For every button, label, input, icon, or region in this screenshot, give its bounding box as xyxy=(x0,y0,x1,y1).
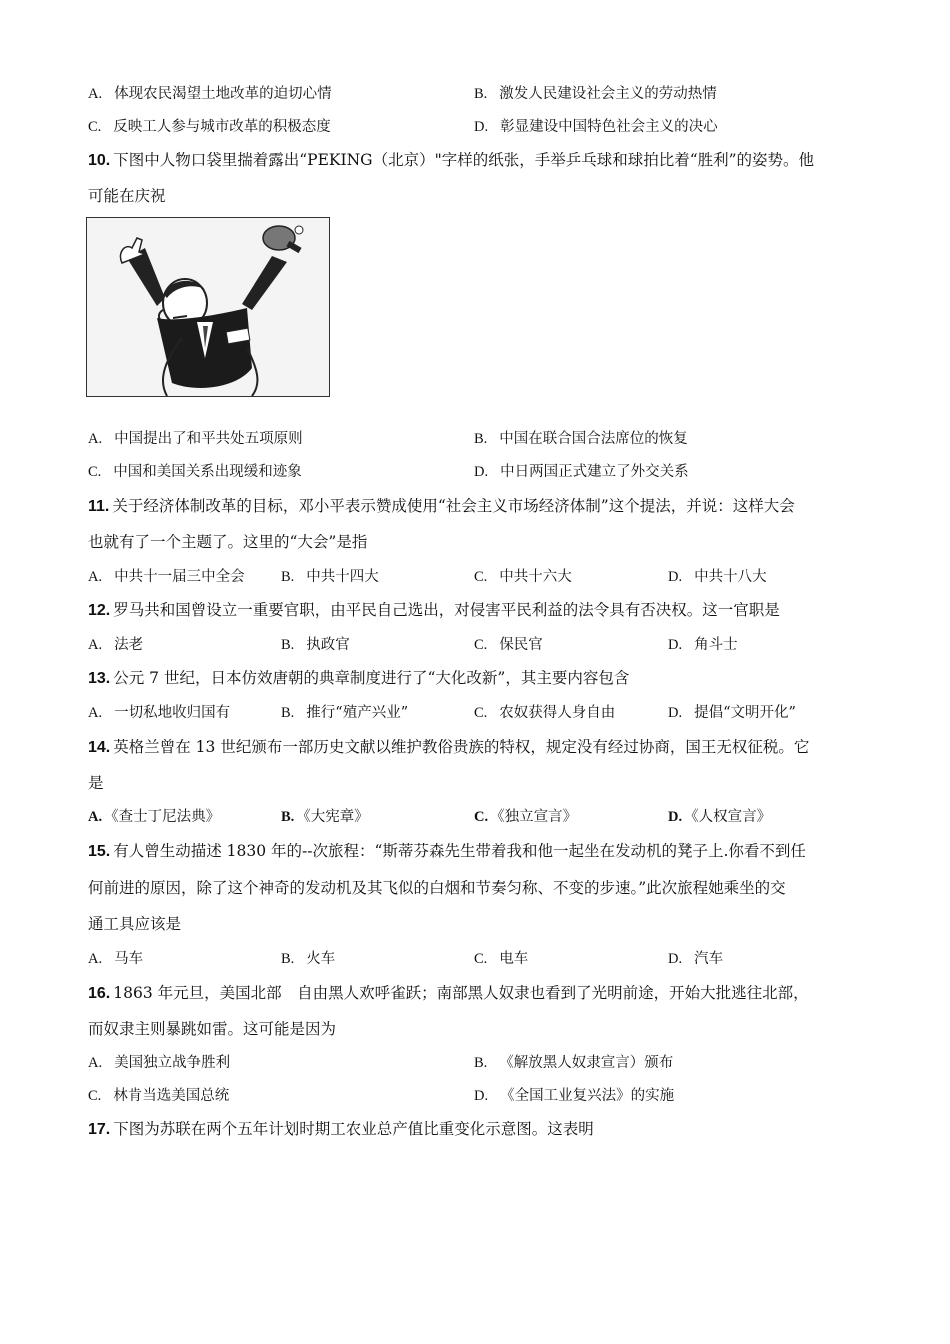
q14-stem: 14. 英格兰曾在 13 世纪颁布一部历史文献以维护教俗贵族的特权，规定没有经过协商，国王无权征税。它 xyxy=(88,738,810,756)
q16-option-c: C. 林肯当选美国总统 xyxy=(88,1088,230,1104)
q16-option-a: A. 美国独立战争胜利 xyxy=(88,1055,231,1071)
q10-stem-cont: 可能在庆祝 xyxy=(88,187,166,205)
q11-option-a: A. 中共十一届三中全会 xyxy=(88,569,245,585)
q16-option-d: D. 《全国工业复兴法》的实施 xyxy=(474,1088,675,1104)
q17-stem: 17. 下图为苏联在两个五年计划时期工农业总产值比重变化示意图。这表明 xyxy=(88,1120,594,1138)
q10-stem: 10. 下图中人物口袋里揣着露出“PEKING（北京）"字样的纸张，手举乒乓球和球拍比着“胜利”的姿势。他 xyxy=(88,151,815,169)
q12-option-c: C. 保民官 xyxy=(474,637,543,653)
q11-option-c: C. 中共十六大 xyxy=(474,569,572,585)
q11-option-b: B. 中共十四大 xyxy=(281,569,379,585)
q9-option-a: A. 体现农民渴望土地改革的迫切心情 xyxy=(88,86,332,102)
q15-option-a: A. 马车 xyxy=(88,951,144,967)
q11-stem-cont: 也就有了一个主题了。这里的“大会”是指 xyxy=(88,533,368,551)
q12-option-b: B. 执政官 xyxy=(281,637,350,653)
q16-stem: 16. 1863 年元旦，美国北部 自由黑人欢呼雀跃；南部黑人奴隶也看到了光明前途，开始大批逃往北部， xyxy=(88,984,809,1002)
q16-option-b: B. 《解放黑人奴隶宣言）颁布 xyxy=(474,1055,674,1071)
q14-option-a: A. 《查士丁尼法典》 xyxy=(88,809,221,825)
q15-option-c: C. 电车 xyxy=(474,951,529,967)
q12-option-d: D. 角斗士 xyxy=(668,637,738,653)
q13-option-a: A. 一切私地收归国有 xyxy=(88,705,231,721)
q15-stem-cont: 何前进的原因，除了这个神奇的发动机及其飞似的白烟和节奏匀称、不变的步速。”此次旅程她乘坐的交 xyxy=(88,879,786,897)
q9-option-c: C. 反映工人参与城市改革的积极态度 xyxy=(88,119,331,135)
q15-stem: 15. 有人曾生动描述 1830 年的--次旅程：“斯蒂芬森先生带着我和他一起坐在发动机的凳子上.你看不到任 xyxy=(88,842,806,860)
q12-option-a: A. 法老 xyxy=(88,637,144,653)
q15-option-b: B. 火车 xyxy=(281,951,336,967)
q13-option-c: C. 农奴获得人身自由 xyxy=(474,705,616,721)
q14-option-b: B. 《大宪章》 xyxy=(281,809,369,825)
q11-option-d: D. 中共十八大 xyxy=(668,569,767,585)
q10-option-d: D. 中日两国正式建立了外交关系 xyxy=(474,464,689,480)
q15-option-d: D. 汽车 xyxy=(668,951,724,967)
q15-stem-cont2: 通工具应该是 xyxy=(88,915,182,933)
q11-stem: 11. 关于经济体制改革的目标，邓小平表示赞成使用“社会主义市场经济体制”这个提法，并说：这样大会 xyxy=(88,497,795,515)
q13-option-b: B. 推行“殖产兴业” xyxy=(281,705,409,721)
q13-stem: 13. 公元 7 世纪，日本仿效唐朝的典章制度进行了“大化改新”，其主要内容包含 xyxy=(88,669,630,687)
q14-stem-cont: 是 xyxy=(88,774,104,792)
q9-option-b: B. 激发人民建设社会主义的劳动热情 xyxy=(474,86,717,102)
q14-option-c: C. 《独立宣言》 xyxy=(474,809,578,825)
q9-option-d: D. 彰显建设中国特色社会主义的决心 xyxy=(474,119,718,135)
q13-option-d: D. 提倡“文明开化” xyxy=(668,705,796,721)
cartoon-man-illustration xyxy=(87,218,329,396)
q10-option-b: B. 中国在联合国合法席位的恢复 xyxy=(474,431,688,447)
q10-option-c: C. 中国和美国关系出现缓和迹象 xyxy=(88,464,302,480)
q14-option-d: D. 《人权宣言》 xyxy=(668,809,772,825)
q12-stem: 12. 罗马共和国曾设立一重要官职，由平民自己选出，对侵害平民利益的法令具有否决权。这一官职是 xyxy=(88,601,780,619)
q10-option-a: A. 中国提出了和平共处五项原则 xyxy=(88,431,303,447)
q16-stem-cont: 而奴隶主则暴跳如雷。这可能是因为 xyxy=(88,1020,337,1038)
cartoon-figure xyxy=(86,217,330,397)
